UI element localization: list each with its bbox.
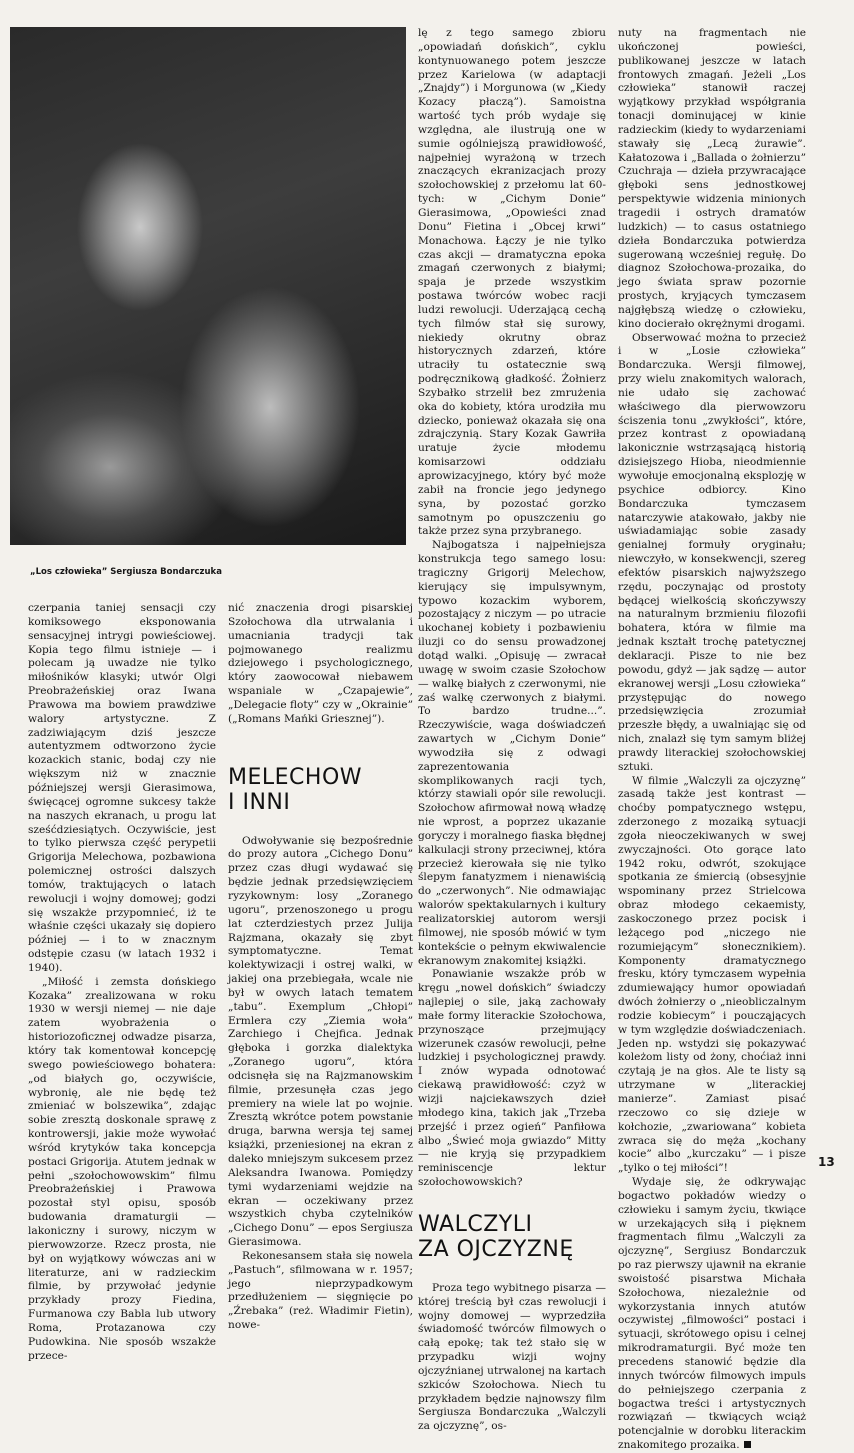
paragraph-text: Wydaje się, że odkrywając bogactwo pokładów wiedzy o człowieku i samym życiu, tkwiące w urzekających siłą i pięknem fragmentach filmu „Walczyli za ojczyznę”, Sergiusz Bondarczuk po raz pierwszy ujawnił na ekranie swoistość pisarstwa Michała Szołochowa, niezależnie od wykorzystania innych atutów oczywistej „filmowości” postaci i sytuacji, skrótowego opisu i celnej mikrodramaturgii. Być może ten precedens stanowić będzie dla innych twórców filmowych impuls do pełniejszego czerpania z bogactwa treści i artystycznych rozwiązań — tkwiących wciąż potencjalnie w dorobku literackim znakomitego prozaika. bbox=[618, 1176, 806, 1452]
heading-line: ZA OJCZYZNĘ bbox=[418, 1236, 574, 1262]
paragraph: nuty na fragmentach nie ukończonej powieści, publikowanej jeszcze w latach frontowych zmagań. Jeżeli „Los człowieka” stanowił raczej wyjątkowy przykład współgrania tonacji dominującej w kinie radzieckim (kiedy to wydarzeniami stawały się „Lecą żurawie”. Kałatozowa i „Ballada o żołnierzu” Czuchraja — dzieła przywracające głęboki sens jednostkowej perspektywie widzenia minionych tragedii i ostrych dramatów ludzkich) — to casus ostatniego dzieła Bondarczuka potwierdza sugerowaną wcześniej regułę. Do diagnoz Szołochowa-prozaika, do jego świata spraw pozornie prostych, kryjących tymczasem najgłębszą wiedzę o człowieku, kino docierało okrężnymi drogami. bbox=[618, 27, 806, 330]
heading-line: MELECHOW bbox=[228, 764, 363, 790]
paragraph: „Miłość i zemsta dońskiego Kozaka” zrealizowana w roku 1930 w wersji niemej — nie daje zatem wyobrażenia o historiozoficznej odwadze pisarza, który tak komentował koncepcję swego powieściowego bohatera: „od białych go, oczywiście, wybronię, ale nie będę też zmieniać w bolszewika”, zdając sobie zresztą doskonale sprawę z kontrowersji, jakie może wywołać wśród krytyków taka koncepcja postaci Grigorija. Atutem jednak w pełni „szołochowowskim” filmu Preobrażeńskiej i Prawowa pozostał styl opisu, sposób budowania dramaturgii — lakoniczny i surowy, niczym w pierwowzorze. Rzecz prosta, nie był on wyjątkowy wówczas ani w literaturze, ani w radzieckim filmie, by przywołać jedynie przykłady prozy Fiedina, Furmanowa czy Babla lub utwory Roma, Protazanowa czy Pudowkina. Nie sposób wszakże przece- bbox=[28, 975, 216, 1362]
paragraph: Ponawianie wszakże prób w kręgu „nowel dońskich” świadczy najlepiej o sile, jaką zachowały małe formy literackie Szołochowa, przynoszące przejmujący wizerunek czasów rewolucji, pełne ludzkiej i psychologicznej prawdy. I znów wypada odnotować ciekawą prawidłowość: czyż w wizji najciekawszych dzieł młodego kina, takich jak „Trzeba przejść i przez ogień” Panfiłowa albo „Świeć moja gwiazdo” Mitty — nie kryją się przypadkiem reminiscencje lektur szołochowowskich? bbox=[418, 968, 606, 1189]
end-of-article-mark bbox=[744, 1441, 751, 1448]
page-number: 13 bbox=[818, 1155, 835, 1169]
paragraph: czerpania taniej sensacji czy komiksowego eksponowania sensacyjnej intrygi powieściowej. Kopia tego filmu istnieje — i polecam ją uwadze nie tylko miłośników klasyki; utwór Olgi Preobrażeńskiej oraz Iwana Prawowa ma bowiem prawdziwe walory artystyczne. Z zadziwiającym dziś jeszcze autentyzmem odtworzono życie kozackich stanic, bodaj czy nie większym niż w znacznie późniejszej wersji Gierasimowa, święcącej ogromne sukcesy także na naszych ekranach, u progu lat sześćdziesiątych. Oczywiście, jest to tylko pierwsza część perypetii Grigorija Melechowa, pozbawiona polemicznej ostrości dalszych tomów, traktujących o latach rewolucji i wojny domowej; godzi się wszakże przypomnieć, iż te właśnie części ukazały się dopiero później — i to w znacznym odstępie czasu (w latach 1932 i 1940). bbox=[28, 602, 216, 974]
paragraph: Odwoływanie się bezpośrednie do prozy autora „Cichego Donu” przez czas długi wydawać się będzie jednak przedsięwzięciem ryzykownym: losy „Zoranego ugoru”, przenoszonego u progu lat czterdziestych przez Julija Rajzmana, okazały się zbyt symptomatyczne. Temat kolektywizacji i ostrej walki, w jakiej ona przebiegała, wcale nie był w owych latach tematem „tabu”. Exemplum „Chłopi” Ermlera czy „Ziemia woła” Zarchiego i Chejfica. Jednak głęboka i gorzka dialektyka „Zoranego ugoru”, która odcisnęła się na Rajzmanowskim filmie, przesunęła czas jego premiery na wiele lat po wojnie. Zresztą wkrótce potem powstanie druga, barwna wersja tej samej książki, przeniesionej na ekran z daleko mniejszym sukcesem przez Aleksandra Iwanowa. Pomiędzy tymi wydarzeniami wejdzie na ekran — oczekiwany przez wszystkich chyba czytelników „Cichego Donu” — epos Sergiusza Gierasimowa. bbox=[228, 834, 413, 1249]
paragraph: Rekonesansem stała się nowela „Pastuch”, sfilmowana w r. 1957; jego nieprzypadkowym przedłużeniem — sięgnięcie po „Źrebaka” (reż. Władimir Fietin), nowe- bbox=[228, 1249, 413, 1332]
paragraph bbox=[618, 1176, 806, 1453]
article-column-3 bbox=[418, 27, 606, 1434]
photo-caption: „Los człowieka” Sergiusza Bondarczuka bbox=[30, 567, 222, 577]
paragraph: Proza tego wybitnego pisarza — której treścią był czas rewolucji i wojny domowej — wyprzedziła świadomość twórców filmowych o całą epokę; tak też stało się w przypadku wizji wojny ojczyźnianej utrwalonej na kartach szkiców Szołochowa. Niech tu przykładem będzie najnowszy film Sergiusza Bondarczuka „Walczyli za ojczyznę”, os- bbox=[418, 1281, 606, 1433]
paragraph: lę z tego samego zbioru „opowiadań dońskich”, cyklu kontynuowanego potem jeszcze przez Karielowa (w adaptacji „Znajdy”) i Morgunowa (w „Kiedy Kozacy płaczą”). Samoistna wartość tych prób wydaje się względna, ale ilustrują one w sumie ogólniejszą prawidłowość, najpełniej wyrażoną w trzech znaczących ekranizacjach prozy szołochowskiej z przełomu lat 60-tych: w „Cichym Donie” Gierasimowa, „Opowieści znad Donu” Fietina i „Obcej krwi” Monachowa. Łączy je nie tylko czas akcji — dramatyczna epoka zmagań czerwonych z białymi; spaja je przede wszystkim postawa twórców wobec racji ludzi rewolucji. Uderzającą cechą tych filmów stał się surowy, niekiedy okrutny obraz historycznych zdarzeń, które utraciły tu ostatecznie swą podręcznikową gładkość. Żołnierz Szybałko strzelił bez zmrużenia oka do kobiety, która urodziła mu dziecko, ponieważ okazała się ona zdrajczynią. Stary Kozak Gawriła uratuje życie młodemu komisarzowi oddziału aprowizacyjnego, który być może zabił na froncie jego jedynego syna, by pozostać gorzko samotnym po opuszczeniu go także przez syna przybranego. bbox=[418, 27, 606, 538]
article-column-4 bbox=[618, 27, 806, 1453]
section-heading-walczyli bbox=[418, 1212, 606, 1262]
film-still-photo bbox=[10, 27, 406, 545]
article-column-2 bbox=[228, 602, 413, 1333]
heading-line: WALCZYLI bbox=[418, 1211, 533, 1237]
heading-line: I INNI bbox=[228, 789, 291, 815]
paragraph: Obserwować można to przecież i w „Losie człowieka” Bondarczuka. Wersji filmowej, przy wielu znakomitych walorach, nie udało się zachować właściwego dla pierwowzoru ściszenia tonu „zwykłości”, które, przez kontrast z opowiadaną lakonicznie wstrząsającą historią dzisiejszego Hioba, nieodmiennie wywołuje emocjonalną eksplozję w psychice odbiorcy. Kino Bondarczuka tymczasem natarczywie atakowało, jakby nie uświadamiając sobie zasady genialnej formuły oryginału; niewczyło, w konsekwencji, szereg efektów pisarskich najwyższego rzędu, poczynając od prostoty będącej wielkością skończywszy na naturalnym brzmieniu filozofii bohatera, która w filmie ma jednak kształt trochę patetycznej deklaracji. Pisze to nie bez powodu, gdyż — jak sądzę — autor ekranowej wersji „Losu człowieka” przystępując do nowego przedsięwzięcia zrozumiał przeszłe błędy, a uwalniając się od nich, znalazł się tym samym bliżej prawdy literackiej szołochowskiej sztuki. bbox=[618, 331, 806, 773]
paragraph: nić znaczenia drogi pisarskiej Szołochowa dla utrwalania i umacniania tradycji tak pojmowanego realizmu dziejowego i psychologicznego, który zaowocował niebawem wspaniale w „Czapajewie”, „Delegacie floty” czy w „Okrainie” („Romans Mańki Griesznej”). bbox=[228, 602, 413, 725]
paragraph: W filmie „Walczyli za ojczyznę” zasadą także jest kontrast — choćby pompatycznego wstępu, zderzonego z mozaiką sytuacji zgoła nieoczekiwanych w swej zwyczajności. Oto gorące lato 1942 roku, odwrót, szokujące spotkania ze śmiercią (obsesyjnie wspominany przez Strielcowa obraz młodego cekaemisty, zaskoczonego przez pocisk i leżącego pod „niczego nie rozumiejącym” słonecznikiem). Komponenty dramatycznego fresku, który tymczasem wypełnia zdumiewający humor opowiadań dwóch żołnierzy o „nieobliczalnym rodzie kobiecym” i poucząjących w tym względzie doświadczeniach. Jeden np. wstydzi się pokazywać koleżom listy od żony, choćiaż inni czytają je na głos. Ale te listy są utrzymane w „literackiej manierze”. Zamiast pisać rzeczowo co się dzieje w kołchozie, „zwariowana” kobieta zwraca się do męża „kochany kocie” albo „kurczaku” — i pisze „tylko o tej miłości”! bbox=[618, 774, 806, 1175]
paragraph: Najbogatsza i najpełniejsza konstrukcja tego samego losu: tragiczny Grigorij Melechow, kierujący się impulsywnym, typowo kozackim wyborem, pozostający z niczym — po utracie ukochanej kobiety i pozbawieniu iluzji co do sensu prowadzonej dotąd walki. „Opisuję — zwracał uwagę w swoim czasie Szołochow — walkę białych z czerwonymi, nie zaś walkę czerwonych z białymi. To bardzo trudne...”. Rzeczywiście, waga doświadczeń zawartych w „Cichym Donie” wywodziła się z odwagi zaprezentowania skomplikowanych racji tych, którzy stawiali opór sile rewolucji. Szołochow afirmował nową władzę nie wprost, a poprzez ukazanie goryczy i moralnego fiaska błędnej kalkulacji strony przeciwnej, która przecież kierowała się nie tylko ślepym fanatyzmem i nienawiścią do „czerwonych”. Nie odmawiając walorów spektakularnych i kultury realizatorskiej autorom wersji filmowej, nie sposób mówić w tym kontekście o pełnym ekwiwalencie ekranowym znakomitej książki. bbox=[418, 539, 606, 967]
section-heading-melechow bbox=[228, 765, 413, 815]
article-column-1 bbox=[28, 602, 216, 1363]
